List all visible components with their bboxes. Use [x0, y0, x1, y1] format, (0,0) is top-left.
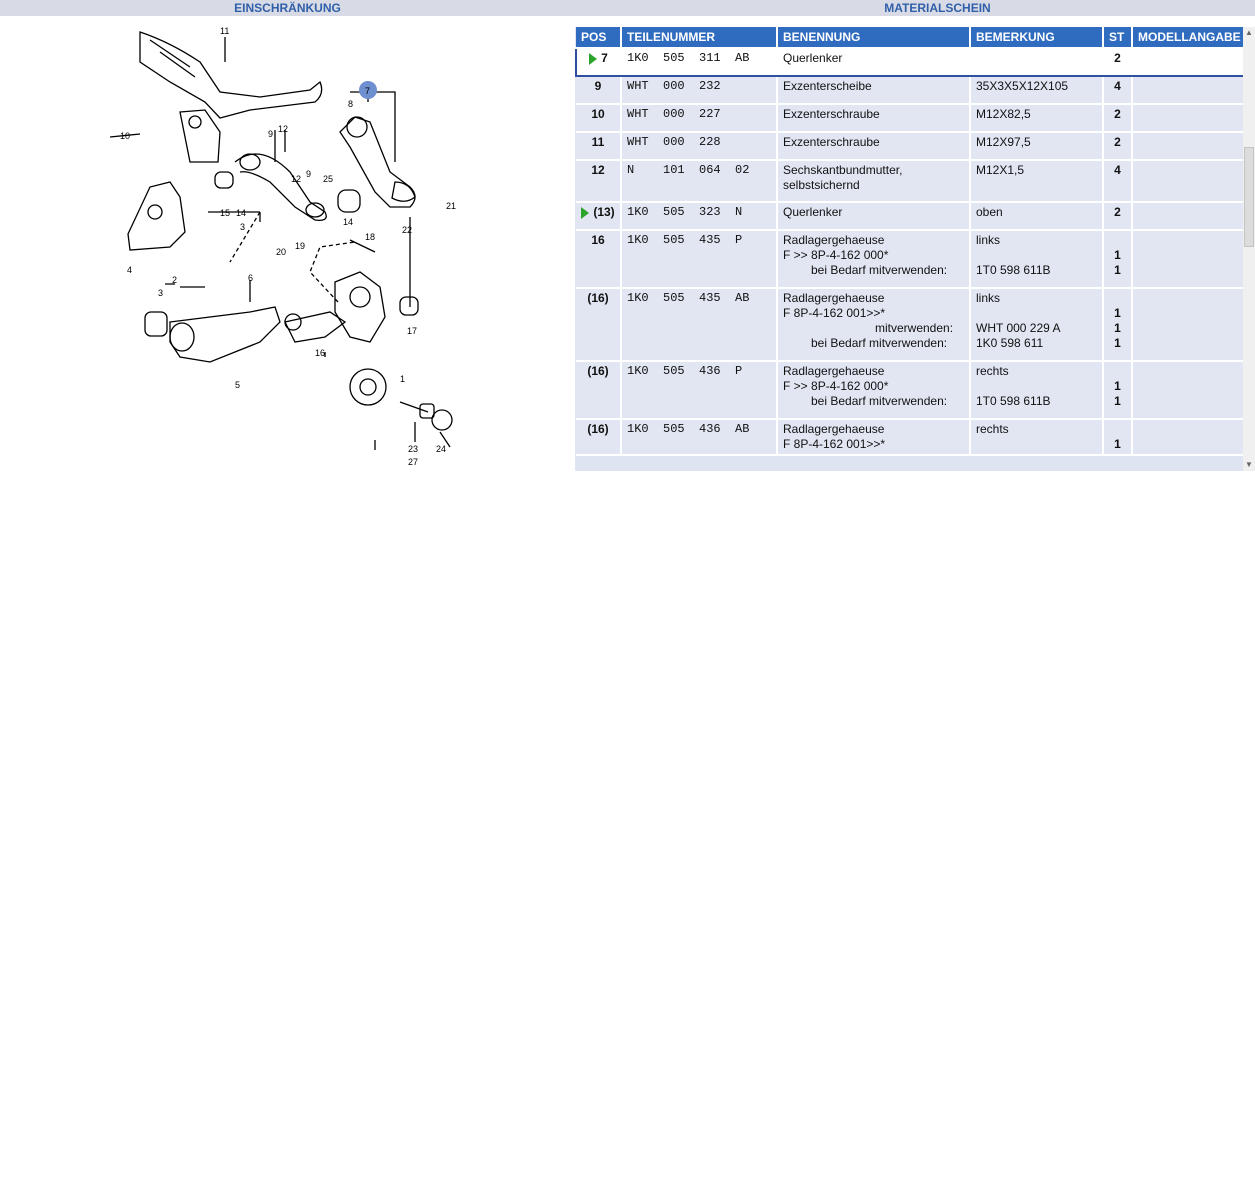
pos-value: 10	[591, 107, 605, 121]
cell-part-number[interactable]: 1K0 505 435 AB	[621, 288, 777, 361]
parts-table	[575, 27, 1243, 456]
row-arrow-icon	[589, 53, 597, 65]
table-row[interactable]	[576, 160, 1243, 202]
remark-line	[976, 51, 1097, 66]
callout-label: 25	[323, 174, 334, 184]
cell-pos[interactable]	[576, 202, 621, 230]
callout-label: 22	[402, 225, 413, 235]
designation-line: Exzenterscheibe	[783, 79, 872, 93]
quantity-line	[1109, 178, 1126, 193]
scroll-up-icon[interactable]: ▲	[1245, 28, 1253, 37]
designation-line: Exzenterschraube	[783, 135, 880, 149]
remark-line	[976, 248, 1097, 263]
cell-pos[interactable]	[576, 230, 621, 288]
cell-remark	[970, 76, 1103, 104]
table-scrollbar[interactable]	[1243, 27, 1255, 471]
remark-line: 1T0 598 611B	[976, 263, 1051, 277]
table-row[interactable]	[576, 48, 1243, 76]
cell-designation	[777, 230, 970, 288]
cell-pos[interactable]	[576, 160, 621, 202]
remark-line	[976, 379, 1097, 394]
cell-remark	[970, 230, 1103, 288]
column-header-pos[interactable]: POS	[576, 27, 621, 48]
column-header-designation[interactable]: BENENNUNG	[777, 27, 970, 48]
cell-model	[1132, 230, 1243, 288]
cell-quantity	[1103, 419, 1132, 455]
designation-line: Radlagergehaeuse	[783, 364, 885, 378]
pos-value: (16)	[587, 291, 609, 305]
cell-pos[interactable]	[576, 288, 621, 361]
designation-line: Radlagergehaeuse	[783, 291, 885, 305]
cell-model	[1132, 288, 1243, 361]
callout-label: 1	[400, 374, 406, 384]
cell-part-number[interactable]: 1K0 505 435 P	[621, 230, 777, 288]
cell-designation	[777, 48, 970, 76]
callout-label: 24	[436, 444, 447, 454]
cell-part-number[interactable]: 1K0 505 436 AB	[621, 419, 777, 455]
remark-line	[976, 437, 1097, 452]
callout-label: 2	[172, 275, 178, 285]
callout-label: 5	[235, 380, 241, 390]
callout-label: 12	[291, 174, 302, 184]
remark-line: links	[976, 291, 1001, 305]
pos-value: 9	[594, 79, 602, 93]
cell-quantity	[1103, 76, 1132, 104]
callout-label: 17	[407, 326, 418, 336]
pos-value: 12	[591, 163, 605, 177]
callout-label: 3	[240, 222, 246, 232]
designation-line: Radlagergehaeuse	[783, 422, 885, 436]
remark-line: M12X82,5	[976, 107, 1031, 121]
callout-label: 19	[295, 241, 306, 251]
callout-label: 21	[446, 201, 457, 211]
cell-model	[1132, 419, 1243, 455]
cell-designation	[777, 104, 970, 132]
quantity-line: 1	[1114, 248, 1121, 262]
callout-label: 9	[306, 169, 312, 179]
designation-line: bei Bedarf mitverwenden:	[811, 336, 948, 350]
cell-designation	[777, 160, 970, 202]
quantity-line: 2	[1114, 107, 1121, 121]
cell-quantity	[1103, 132, 1132, 160]
table-row[interactable]	[576, 202, 1243, 230]
callout-label: 9	[268, 129, 274, 139]
table-header-row	[576, 27, 1243, 48]
remark-line: M12X97,5	[976, 135, 1031, 149]
designation-line: selbstsichernd	[783, 178, 860, 192]
cell-designation	[777, 361, 970, 419]
designation-line: Radlagergehaeuse	[783, 233, 885, 247]
remark-line: rechts	[976, 422, 1009, 436]
remark-line: rechts	[976, 364, 1009, 378]
quantity-line: 4	[1114, 163, 1121, 177]
exploded-parts-diagram	[110, 22, 470, 474]
cell-pos[interactable]	[576, 361, 621, 419]
callout-label: 11	[220, 26, 230, 36]
cell-pos[interactable]	[576, 132, 621, 160]
quantity-line: 2	[1114, 135, 1121, 149]
designation-line: mitverwenden:	[875, 321, 954, 335]
row-arrow-icon	[581, 207, 589, 219]
column-header-remark[interactable]: BEMERKUNG	[970, 27, 1103, 48]
callout-label: 20	[276, 247, 287, 257]
cell-remark	[970, 132, 1103, 160]
cell-remark	[970, 202, 1103, 230]
cell-quantity	[1103, 104, 1132, 132]
cell-designation	[777, 419, 970, 455]
remark-line: WHT 000 229 A	[976, 321, 1061, 335]
cell-model	[1132, 132, 1243, 160]
designation-line: bei Bedarf mitverwenden:	[811, 394, 948, 408]
cell-model	[1132, 160, 1243, 202]
cell-designation	[777, 132, 970, 160]
remark-line: 35X3X5X12X105	[976, 79, 1069, 93]
remark-line: 1T0 598 611B	[976, 394, 1051, 408]
callout-label: 15	[220, 208, 231, 218]
table-row[interactable]	[576, 288, 1243, 361]
cell-model	[1132, 361, 1243, 419]
cell-model	[1132, 202, 1243, 230]
cell-part-number[interactable]: N 101 064 02	[621, 160, 777, 202]
cell-remark	[970, 361, 1103, 419]
cell-remark	[970, 48, 1103, 76]
cell-model	[1132, 76, 1243, 104]
callout-label: 10	[120, 131, 131, 141]
cell-designation	[777, 288, 970, 361]
quantity-line: 1	[1114, 263, 1121, 277]
parts-list-title: MATERIALSCHEIN	[884, 1, 991, 15]
designation-line: Sechskantbundmutter,	[783, 163, 903, 177]
cell-part-number[interactable]: WHT 000 227	[621, 104, 777, 132]
cell-part-number[interactable]: 1K0 505 311 AB	[621, 48, 777, 76]
table-row[interactable]	[576, 230, 1243, 288]
remark-line	[976, 306, 1097, 321]
pos-value: 7	[601, 51, 608, 65]
remark-line: links	[976, 233, 1001, 247]
cell-model	[1132, 48, 1243, 76]
cell-pos[interactable]	[576, 419, 621, 455]
designation-line: Querlenker	[783, 205, 843, 219]
quantity-line: 1	[1114, 379, 1121, 393]
quantity-line: 1	[1114, 306, 1121, 320]
suspension-drawing	[110, 22, 470, 474]
cell-part-number[interactable]: 1K0 505 323 N	[621, 202, 777, 230]
parts-table-container	[575, 27, 1243, 471]
cell-part-number[interactable]: 1K0 505 436 P	[621, 361, 777, 419]
column-header-part-number[interactable]: TEILENUMMER	[621, 27, 777, 48]
pos-value: (16)	[587, 364, 609, 378]
cell-designation	[777, 76, 970, 104]
cell-quantity	[1103, 288, 1132, 361]
restriction-title: EINSCHRÄNKUNG	[234, 1, 341, 15]
cell-designation	[777, 202, 970, 230]
remark-line	[976, 178, 1097, 193]
cell-quantity	[1103, 230, 1132, 288]
designation-line: F >> 8P-4-162 000*	[783, 379, 889, 393]
callout-label: 18	[365, 232, 376, 242]
callout-label: 23	[408, 444, 419, 454]
callout-label: 4	[127, 265, 133, 275]
callout-label: 16	[315, 348, 326, 358]
cell-pos[interactable]	[576, 76, 621, 104]
designation-line: F 8P-4-162 001>>*	[783, 306, 886, 320]
designation-line: Exzenterschraube	[783, 107, 880, 121]
cell-quantity	[1103, 361, 1132, 419]
cell-quantity	[1103, 202, 1132, 230]
pos-value: 11	[591, 135, 605, 149]
table-row[interactable]	[576, 104, 1243, 132]
callout-label: 7	[365, 86, 371, 96]
cell-remark	[970, 160, 1103, 202]
quantity-line	[1109, 291, 1126, 306]
designation-line: F 8P-4-162 001>>*	[783, 437, 886, 451]
column-header-model[interactable]: MODELLANGABE	[1132, 27, 1243, 48]
designation-line: bei Bedarf mitverwenden:	[811, 263, 948, 277]
cell-pos[interactable]	[576, 48, 621, 76]
cell-pos[interactable]	[576, 104, 621, 132]
quantity-line: 1	[1114, 336, 1121, 350]
callout-label: 12	[278, 124, 289, 134]
callout-label: 8	[348, 99, 354, 109]
remark-line: M12X1,5	[976, 163, 1025, 177]
callout-label: 6	[248, 273, 254, 283]
table-row[interactable]	[576, 419, 1243, 455]
quantity-line	[1109, 233, 1126, 248]
pos-value: (16)	[587, 422, 609, 436]
callout-label: 27	[408, 457, 419, 467]
cell-quantity	[1103, 160, 1132, 202]
scroll-down-icon[interactable]: ▼	[1245, 460, 1253, 469]
table-row[interactable]	[576, 361, 1243, 419]
callout-label: 14	[236, 208, 247, 218]
cell-part-number[interactable]: WHT 000 232	[621, 76, 777, 104]
scroll-thumb[interactable]	[1244, 147, 1254, 247]
cell-part-number[interactable]: WHT 000 228	[621, 132, 777, 160]
remark-line: 1K0 598 611	[976, 336, 1044, 350]
quantity-line: 1	[1114, 437, 1121, 451]
quantity-line: 2	[1114, 51, 1121, 65]
table-row[interactable]	[576, 76, 1243, 104]
callout-label: 3	[158, 288, 164, 298]
designation-line: Querlenker	[783, 51, 843, 65]
pos-value: (13)	[593, 205, 615, 219]
cell-remark	[970, 104, 1103, 132]
quantity-line	[1109, 364, 1126, 379]
pos-value: 16	[591, 233, 605, 247]
cell-quantity	[1103, 48, 1132, 76]
cell-remark	[970, 288, 1103, 361]
remark-line: oben	[976, 205, 1003, 219]
callout-label: 14	[343, 217, 354, 227]
cell-remark	[970, 419, 1103, 455]
table-row[interactable]	[576, 132, 1243, 160]
quantity-line: 2	[1114, 205, 1121, 219]
quantity-line: 1	[1114, 394, 1121, 408]
column-header-quantity[interactable]: ST	[1103, 27, 1132, 48]
quantity-line: 4	[1114, 79, 1121, 93]
quantity-line	[1109, 422, 1126, 437]
cell-model	[1132, 104, 1243, 132]
designation-line: F >> 8P-4-162 000*	[783, 248, 889, 262]
quantity-line: 1	[1114, 321, 1121, 335]
